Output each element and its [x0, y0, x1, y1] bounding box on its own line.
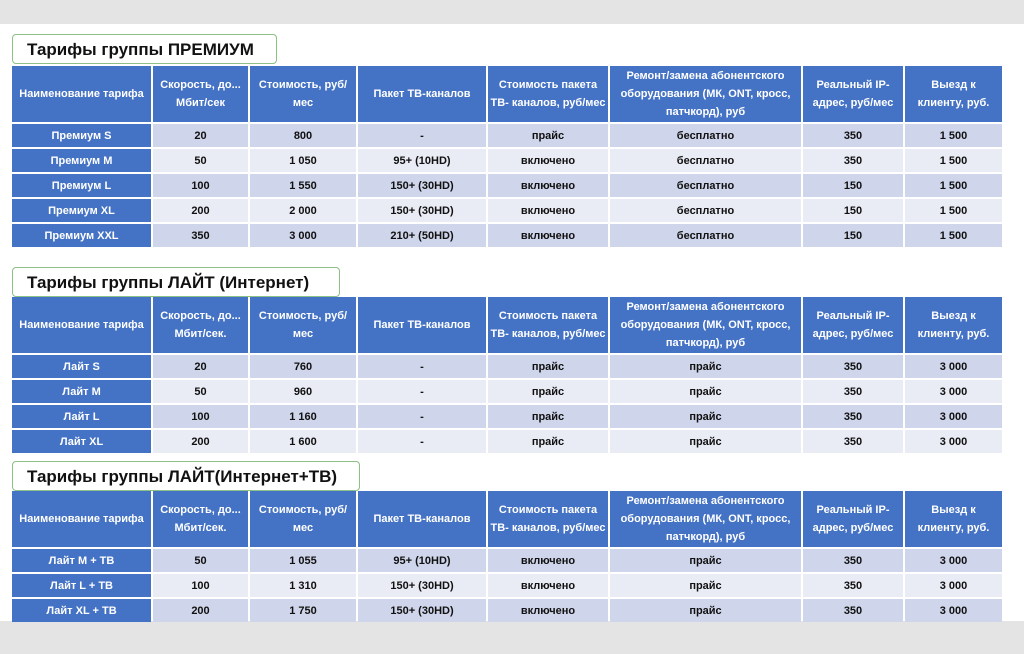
cell-price: 1 750 — [250, 599, 356, 622]
cell-price: 2 000 — [250, 199, 356, 222]
column-header-visit: Выезд к клиенту, руб. — [905, 491, 1002, 547]
column-header-speed: Скорость, до... Мбит/сек. — [153, 491, 248, 547]
table-row — [12, 380, 1002, 403]
cell-tv-price: включено — [488, 574, 608, 597]
cell-name: Премиум XXL — [12, 224, 151, 247]
cell-real-ip: 350 — [803, 430, 903, 453]
cell-repair: бесплатно — [610, 149, 801, 172]
cell-speed: 200 — [153, 430, 248, 453]
cell-speed: 350 — [153, 224, 248, 247]
tariff-sheet — [0, 24, 1024, 621]
cell-real-ip: 150 — [803, 174, 903, 197]
cell-tv-price: включено — [488, 224, 608, 247]
cell-real-ip: 350 — [803, 380, 903, 403]
cell-real-ip: 350 — [803, 599, 903, 622]
cell-visit: 1 500 — [905, 149, 1002, 172]
cell-tv-package: 150+ (30HD) — [358, 599, 486, 622]
column-header-repair: Ремонт/замена абонентского оборудования (МК, ONT, кросс, патчкорд), руб — [610, 297, 801, 353]
cell-price: 760 — [250, 355, 356, 378]
column-header-repair: Ремонт/замена абонентского оборудования (МК, ONT, кросс, патчкорд), руб — [610, 66, 801, 122]
table-row — [12, 124, 1002, 147]
cell-speed: 20 — [153, 355, 248, 378]
column-header-tv-price: Стоимость пакета ТВ- каналов, руб/мес — [488, 297, 608, 353]
cell-price: 1 050 — [250, 149, 356, 172]
cell-visit: 3 000 — [905, 430, 1002, 453]
cell-speed: 200 — [153, 199, 248, 222]
cell-tv-price: прайс — [488, 430, 608, 453]
cell-repair: прайс — [610, 574, 801, 597]
cell-tv-package: - — [358, 355, 486, 378]
cell-repair: бесплатно — [610, 174, 801, 197]
cell-tv-price: включено — [488, 149, 608, 172]
table-lite-internet — [10, 295, 1004, 455]
cell-repair: прайс — [610, 380, 801, 403]
cell-tv-package: - — [358, 405, 486, 428]
cell-tv-price: прайс — [488, 380, 608, 403]
cell-tv-price: прайс — [488, 124, 608, 147]
table-row — [12, 224, 1002, 247]
cell-tv-package: 150+ (30HD) — [358, 574, 486, 597]
column-header-visit: Выезд к клиенту, руб. — [905, 66, 1002, 122]
group-title-lite-internet: Тарифы группы ЛАЙТ (Интернет) — [12, 267, 340, 297]
cell-name: Премиум XL — [12, 199, 151, 222]
column-header-name: Наименование тарифа — [12, 491, 151, 547]
cell-tv-package: 95+ (10HD) — [358, 549, 486, 572]
cell-visit: 1 500 — [905, 199, 1002, 222]
cell-name: Лайт M + ТВ — [12, 549, 151, 572]
cell-price: 3 000 — [250, 224, 356, 247]
cell-visit: 1 500 — [905, 174, 1002, 197]
cell-name: Премиум M — [12, 149, 151, 172]
cell-name: Лайт XL — [12, 430, 151, 453]
table-row — [12, 199, 1002, 222]
column-header-price: Стоимость, руб/мес — [250, 297, 356, 353]
cell-name: Лайт S — [12, 355, 151, 378]
cell-visit: 3 000 — [905, 380, 1002, 403]
column-header-speed: Скорость, до... Мбит/сек — [153, 66, 248, 122]
cell-real-ip: 350 — [803, 124, 903, 147]
group-title-lite-tv: Тарифы группы ЛАЙТ(Интернет+ТВ) — [12, 461, 360, 491]
cell-name: Премиум L — [12, 174, 151, 197]
cell-visit: 3 000 — [905, 355, 1002, 378]
column-header-tv-package: Пакет ТВ-каналов — [358, 66, 486, 122]
cell-visit: 1 500 — [905, 224, 1002, 247]
table-row — [12, 430, 1002, 453]
cell-real-ip: 350 — [803, 355, 903, 378]
column-header-real-ip: Реальный IP-адрес, руб/мес — [803, 297, 903, 353]
cell-tv-package: 95+ (10HD) — [358, 149, 486, 172]
cell-price: 960 — [250, 380, 356, 403]
cell-price: 1 160 — [250, 405, 356, 428]
column-header-visit: Выезд к клиенту, руб. — [905, 297, 1002, 353]
cell-price: 1 310 — [250, 574, 356, 597]
cell-repair: прайс — [610, 355, 801, 378]
cell-tv-price: включено — [488, 174, 608, 197]
table-row — [12, 549, 1002, 572]
cell-visit: 3 000 — [905, 405, 1002, 428]
column-header-tv-package: Пакет ТВ-каналов — [358, 491, 486, 547]
cell-price: 1 055 — [250, 549, 356, 572]
cell-speed: 100 — [153, 174, 248, 197]
table-row — [12, 405, 1002, 428]
cell-repair: бесплатно — [610, 124, 801, 147]
cell-repair: бесплатно — [610, 199, 801, 222]
cell-tv-price: прайс — [488, 355, 608, 378]
cell-visit: 3 000 — [905, 599, 1002, 622]
cell-name: Лайт L — [12, 405, 151, 428]
cell-name: Лайт M — [12, 380, 151, 403]
cell-speed: 200 — [153, 599, 248, 622]
cell-speed: 100 — [153, 405, 248, 428]
column-header-name: Наименование тарифа — [12, 66, 151, 122]
cell-real-ip: 350 — [803, 405, 903, 428]
cell-speed: 50 — [153, 380, 248, 403]
cell-visit: 1 500 — [905, 124, 1002, 147]
column-header-repair: Ремонт/замена абонентского оборудования (МК, ONT, кросс, патчкорд), руб — [610, 491, 801, 547]
cell-repair: прайс — [610, 549, 801, 572]
cell-name: Лайт L + ТВ — [12, 574, 151, 597]
cell-speed: 20 — [153, 124, 248, 147]
table-row — [12, 174, 1002, 197]
table-lite-tv — [10, 489, 1004, 624]
cell-price: 1 600 — [250, 430, 356, 453]
cell-repair: бесплатно — [610, 224, 801, 247]
cell-tv-package: 210+ (50HD) — [358, 224, 486, 247]
cell-repair: прайс — [610, 430, 801, 453]
cell-tv-price: включено — [488, 599, 608, 622]
cell-name: Лайт XL + ТВ — [12, 599, 151, 622]
cell-visit: 3 000 — [905, 549, 1002, 572]
cell-tv-package: 150+ (30HD) — [358, 174, 486, 197]
cell-price: 1 550 — [250, 174, 356, 197]
group-title-premium: Тарифы группы ПРЕМИУМ — [12, 34, 277, 64]
cell-speed: 50 — [153, 149, 248, 172]
cell-repair: прайс — [610, 405, 801, 428]
table-row — [12, 599, 1002, 622]
cell-tv-package: - — [358, 380, 486, 403]
cell-speed: 100 — [153, 574, 248, 597]
table-row — [12, 149, 1002, 172]
cell-real-ip: 150 — [803, 224, 903, 247]
cell-tv-package: 150+ (30HD) — [358, 199, 486, 222]
column-header-real-ip: Реальный IP-адрес, руб/мес — [803, 66, 903, 122]
column-header-tv-package: Пакет ТВ-каналов — [358, 297, 486, 353]
table-row — [12, 355, 1002, 378]
cell-real-ip: 150 — [803, 199, 903, 222]
cell-real-ip: 350 — [803, 149, 903, 172]
column-header-real-ip: Реальный IP-адрес, руб/мес — [803, 491, 903, 547]
cell-real-ip: 350 — [803, 549, 903, 572]
column-header-tv-price: Стоимость пакета ТВ- каналов, руб/мес — [488, 491, 608, 547]
cell-repair: прайс — [610, 599, 801, 622]
cell-name: Премиум S — [12, 124, 151, 147]
table-premium — [10, 64, 1004, 249]
cell-tv-price: прайс — [488, 405, 608, 428]
cell-tv-price: включено — [488, 549, 608, 572]
table-row — [12, 574, 1002, 597]
column-header-tv-price: Стоимость пакета ТВ- каналов, руб/мес — [488, 66, 608, 122]
cell-visit: 3 000 — [905, 574, 1002, 597]
cell-tv-package: - — [358, 124, 486, 147]
cell-price: 800 — [250, 124, 356, 147]
cell-tv-price: включено — [488, 199, 608, 222]
column-header-speed: Скорость, до... Мбит/сек. — [153, 297, 248, 353]
column-header-price: Стоимость, руб/мес — [250, 491, 356, 547]
cell-real-ip: 350 — [803, 574, 903, 597]
cell-tv-package: - — [358, 430, 486, 453]
column-header-name: Наименование тарифа — [12, 297, 151, 353]
cell-speed: 50 — [153, 549, 248, 572]
column-header-price: Стоимость, руб/мес — [250, 66, 356, 122]
